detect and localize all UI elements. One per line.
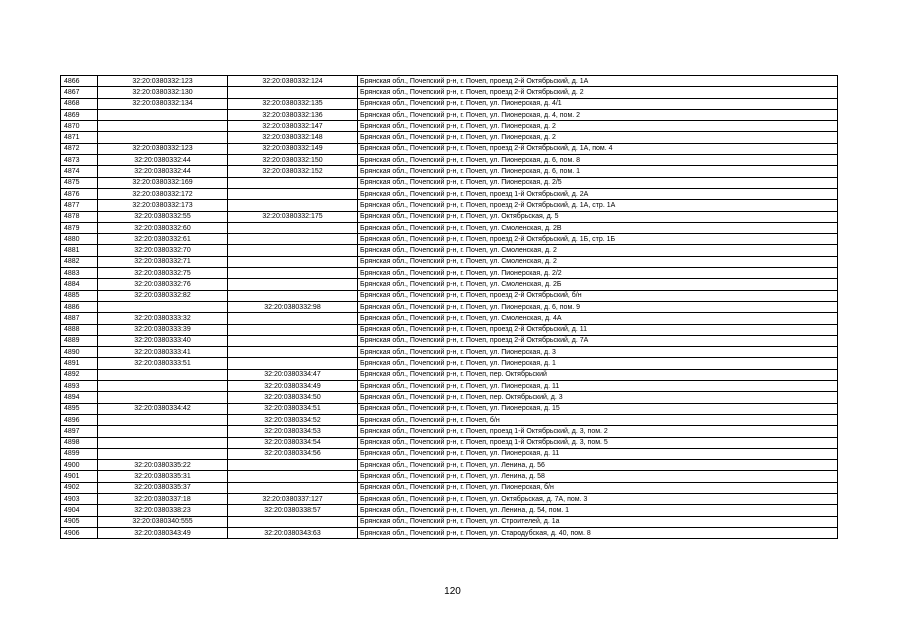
cadastral-number-cell: 32:20:0380343:49: [98, 527, 228, 538]
address-cell: Брянская обл., Почепский р-н, г. Почеп, ул. Пионерская, д. 6, пом. 9: [358, 301, 838, 312]
table-row: [61, 234, 838, 245]
row-number-cell: 4877: [61, 200, 98, 211]
object-cadastral-number-cell: 32:20:0380334:56: [228, 448, 358, 459]
table-row: [61, 358, 838, 369]
row-number-cell: 4892: [61, 369, 98, 380]
object-cadastral-number-cell: [228, 516, 358, 527]
address-cell: Брянская обл., Почепский р-н, г. Почеп, ул. Ленина, д. 58: [358, 471, 838, 482]
cadastral-number-cell: 32:20:0380332:60: [98, 222, 228, 233]
address-cell: Брянская обл., Почепский р-н, г. Почеп, б/н: [358, 414, 838, 425]
address-cell: Брянская обл., Почепский р-н, г. Почеп, проезд 2-й Октябрьский, д. 11: [358, 324, 838, 335]
row-number-cell: 4876: [61, 188, 98, 199]
row-number-cell: 4878: [61, 211, 98, 222]
address-cell: Брянская обл., Почепский р-н, г. Почеп, ул. Пионерская, д. 11: [358, 381, 838, 392]
object-cadastral-number-cell: [228, 324, 358, 335]
address-cell: Брянская обл., Почепский р-н, г. Почеп, ул. Октябрьская, д. 5: [358, 211, 838, 222]
page-number: 120: [444, 586, 461, 597]
row-number-cell: 4889: [61, 335, 98, 346]
address-cell: Брянская обл., Почепский р-н, г. Почеп, ул. Пионерская, д. 2: [358, 121, 838, 132]
address-cell: Брянская обл., Почепский р-н, г. Почеп, проезд 2-й Октябрьский, д. 1Б, стр. 1Б: [358, 234, 838, 245]
object-cadastral-number-cell: [228, 268, 358, 279]
table-row: [61, 121, 838, 132]
row-number-cell: 4896: [61, 414, 98, 425]
row-number-cell: 4891: [61, 358, 98, 369]
row-number-cell: 4895: [61, 403, 98, 414]
table-row: [61, 505, 838, 516]
object-cadastral-number-cell: 32:20:0380334:50: [228, 392, 358, 403]
table-row: [61, 109, 838, 120]
table-row: [61, 392, 838, 403]
cadastral-number-cell: 32:20:0380333:51: [98, 358, 228, 369]
object-cadastral-number-cell: 32:20:0380334:49: [228, 381, 358, 392]
address-cell: Брянская обл., Почепский р-н, г. Почеп, проезд 2-й Октябрьский, д. 1А: [358, 76, 838, 87]
object-cadastral-number-cell: 32:20:0380332:150: [228, 155, 358, 166]
address-cell: Брянская обл., Почепский р-н, г. Почеп, проезд 2-й Октябрьский, д. 7А: [358, 335, 838, 346]
table-row: [61, 143, 838, 154]
object-cadastral-number-cell: [228, 471, 358, 482]
table-row: [61, 448, 838, 459]
address-cell: Брянская обл., Почепский р-н, г. Почеп, ул. Ленина, д. 56: [358, 460, 838, 471]
cadastral-number-cell: [98, 109, 228, 120]
cadastral-number-cell: 32:20:0380332:173: [98, 200, 228, 211]
cadastral-number-cell: [98, 369, 228, 380]
address-cell: Брянская обл., Почепский р-н, г. Почеп, ул. Пионерская, д. 6, пом. 1: [358, 166, 838, 177]
address-cell: Брянская обл., Почепский р-н, г. Почеп, ул. Пионерская, д. 2/2: [358, 268, 838, 279]
object-cadastral-number-cell: 32:20:0380332:152: [228, 166, 358, 177]
row-number-cell: 4886: [61, 301, 98, 312]
object-cadastral-number-cell: 32:20:0380343:63: [228, 527, 358, 538]
table-row: [61, 403, 838, 414]
table-body: [61, 76, 838, 539]
table-row: [61, 482, 838, 493]
row-number-cell: 4868: [61, 98, 98, 109]
cadastral-number-cell: [98, 392, 228, 403]
object-cadastral-number-cell: [228, 335, 358, 346]
row-number-cell: 4900: [61, 460, 98, 471]
row-number-cell: 4890: [61, 347, 98, 358]
table-row: [61, 324, 838, 335]
object-cadastral-number-cell: 32:20:0380332:135: [228, 98, 358, 109]
address-cell: Брянская обл., Почепский р-н, г. Почеп, проезд 2-й Октябрьский, д. 1А, стр. 1А: [358, 200, 838, 211]
table-row: [61, 222, 838, 233]
object-cadastral-number-cell: [228, 290, 358, 301]
row-number-cell: 4866: [61, 76, 98, 87]
cadastral-number-cell: 32:20:0380333:39: [98, 324, 228, 335]
cadastral-number-cell: [98, 448, 228, 459]
row-number-cell: 4881: [61, 245, 98, 256]
address-cell: Брянская обл., Почепский р-н, г. Почеп, проезд 2-й Октябрьский, д. 1А, пом. 4: [358, 143, 838, 154]
cadastral-number-cell: 32:20:0380332:61: [98, 234, 228, 245]
row-number-cell: 4871: [61, 132, 98, 143]
object-cadastral-number-cell: [228, 460, 358, 471]
address-cell: Брянская обл., Почепский р-н, г. Почеп, проезд 1-й Октябрьский, д. 3, пом. 2: [358, 426, 838, 437]
cadastral-number-cell: 32:20:0380332:44: [98, 166, 228, 177]
address-cell: Брянская обл., Почепский р-н, г. Почеп, ул. Строителей, д. 1а: [358, 516, 838, 527]
table-row: [61, 177, 838, 188]
table-row: [61, 279, 838, 290]
row-number-cell: 4882: [61, 256, 98, 267]
address-cell: Брянская обл., Почепский р-н, г. Почеп, ул. Смоленская, д. 2: [358, 245, 838, 256]
address-cell: Брянская обл., Почепский р-н, г. Почеп, ул. Ленина, д. 54, пом. 1: [358, 505, 838, 516]
object-cadastral-number-cell: [228, 313, 358, 324]
cadastral-number-cell: 32:20:0380338:23: [98, 505, 228, 516]
address-cell: Брянская обл., Почепский р-н, г. Почеп, пер. Октябрьский: [358, 369, 838, 380]
object-cadastral-number-cell: [228, 256, 358, 267]
cadastral-number-cell: [98, 437, 228, 448]
table-row: [61, 256, 838, 267]
table-row: [61, 335, 838, 346]
address-cell: Брянская обл., Почепский р-н, г. Почеп, ул. Пионерская, д. 4, пом. 2: [358, 109, 838, 120]
row-number-cell: 4893: [61, 381, 98, 392]
address-cell: Брянская обл., Почепский р-н, г. Почеп, ул. Октябрьская, д. 7А, пом. 3: [358, 493, 838, 504]
row-number-cell: 4872: [61, 143, 98, 154]
object-cadastral-number-cell: 32:20:0380332:147: [228, 121, 358, 132]
address-cell: Брянская обл., Почепский р-н, г. Почеп, проезд 1-й Октябрьский, д. 2А: [358, 188, 838, 199]
object-cadastral-number-cell: [228, 87, 358, 98]
address-cell: Брянская обл., Почепский р-н, г. Почеп, пер. Октябрьский, д. 3: [358, 392, 838, 403]
object-cadastral-number-cell: [228, 358, 358, 369]
cadastral-number-cell: 32:20:0380332:75: [98, 268, 228, 279]
cadastral-number-cell: 32:20:0380332:169: [98, 177, 228, 188]
object-cadastral-number-cell: 32:20:0380332:175: [228, 211, 358, 222]
object-cadastral-number-cell: [228, 177, 358, 188]
object-cadastral-number-cell: [228, 482, 358, 493]
object-cadastral-number-cell: 32:20:0380334:53: [228, 426, 358, 437]
row-number-cell: 4902: [61, 482, 98, 493]
row-number-cell: 4870: [61, 121, 98, 132]
object-cadastral-number-cell: [228, 222, 358, 233]
cadastral-number-cell: 32:20:0380332:55: [98, 211, 228, 222]
row-number-cell: 4901: [61, 471, 98, 482]
cadastral-number-cell: 32:20:0380332:70: [98, 245, 228, 256]
address-cell: Брянская обл., Почепский р-н, г. Почеп, ул. Смоленская, д. 2Б: [358, 279, 838, 290]
cadastral-number-cell: [98, 301, 228, 312]
table-row: [61, 98, 838, 109]
row-number-cell: 4867: [61, 87, 98, 98]
object-cadastral-number-cell: 32:20:0380338:57: [228, 505, 358, 516]
cadastral-number-cell: 32:20:0380332:44: [98, 155, 228, 166]
row-number-cell: 4903: [61, 493, 98, 504]
row-number-cell: 4887: [61, 313, 98, 324]
cadastral-number-cell: 32:20:0380332:76: [98, 279, 228, 290]
table-row: [61, 369, 838, 380]
row-number-cell: 4873: [61, 155, 98, 166]
cadastral-number-cell: 32:20:0380335:37: [98, 482, 228, 493]
table-row: [61, 381, 838, 392]
object-cadastral-number-cell: [228, 347, 358, 358]
object-cadastral-number-cell: 32:20:0380334:52: [228, 414, 358, 425]
row-number-cell: 4869: [61, 109, 98, 120]
table-row: [61, 155, 838, 166]
row-number-cell: 4875: [61, 177, 98, 188]
cadastral-number-cell: 32:20:0380332:172: [98, 188, 228, 199]
cadastral-number-cell: [98, 121, 228, 132]
table-row: [61, 76, 838, 87]
address-cell: Брянская обл., Почепский р-н, г. Почеп, ул. Пионерская, д. 3: [358, 347, 838, 358]
object-cadastral-number-cell: 32:20:0380332:98: [228, 301, 358, 312]
row-number-cell: 4883: [61, 268, 98, 279]
object-cadastral-number-cell: 32:20:0380332:124: [228, 76, 358, 87]
row-number-cell: 4888: [61, 324, 98, 335]
row-number-cell: 4904: [61, 505, 98, 516]
table-row: [61, 437, 838, 448]
address-cell: Брянская обл., Почепский р-н, г. Почеп, ул. Пионерская, д. 15: [358, 403, 838, 414]
row-number-cell: 4885: [61, 290, 98, 301]
address-cell: Брянская обл., Почепский р-н, г. Почеп, проезд 1-й Октябрьский, д. 3, пом. 5: [358, 437, 838, 448]
cadastral-number-cell: [98, 381, 228, 392]
cadastral-number-cell: 32:20:0380333:40: [98, 335, 228, 346]
cadastral-number-cell: 32:20:0380332:134: [98, 98, 228, 109]
table-row: [61, 527, 838, 538]
table-row: [61, 493, 838, 504]
object-cadastral-number-cell: 32:20:0380332:148: [228, 132, 358, 143]
address-cell: Брянская обл., Почепский р-н, г. Почеп, ул. Пионерская, д. 11: [358, 448, 838, 459]
row-number-cell: 4894: [61, 392, 98, 403]
address-cell: Брянская обл., Почепский р-н, г. Почеп, проезд 2-й Октябрьский, д. 2: [358, 87, 838, 98]
table-row: [61, 347, 838, 358]
table-row: [61, 87, 838, 98]
row-number-cell: 4884: [61, 279, 98, 290]
row-number-cell: 4897: [61, 426, 98, 437]
address-cell: Брянская обл., Почепский р-н, г. Почеп, ул. Пионерская, д. 2/5: [358, 177, 838, 188]
cadastral-number-cell: 32:20:0380333:41: [98, 347, 228, 358]
object-cadastral-number-cell: [228, 200, 358, 211]
row-number-cell: 4879: [61, 222, 98, 233]
table-row: [61, 211, 838, 222]
cadastral-number-cell: 32:20:0380335:22: [98, 460, 228, 471]
row-number-cell: 4905: [61, 516, 98, 527]
cadastral-number-cell: 32:20:0380332:82: [98, 290, 228, 301]
object-cadastral-number-cell: 32:20:0380334:54: [228, 437, 358, 448]
row-number-cell: 4899: [61, 448, 98, 459]
object-cadastral-number-cell: 32:20:0380337:127: [228, 493, 358, 504]
row-number-cell: 4880: [61, 234, 98, 245]
address-cell: Брянская обл., Почепский р-н, г. Почеп, ул. Смоленская, д. 2В: [358, 222, 838, 233]
cadastral-table: [60, 75, 838, 539]
table-row: [61, 268, 838, 279]
address-cell: Брянская обл., Почепский р-н, г. Почеп, ул. Пионерская, д. 6, пом. 8: [358, 155, 838, 166]
cadastral-number-cell: 32:20:0380332:71: [98, 256, 228, 267]
address-cell: Брянская обл., Почепский р-н, г. Почеп, ул. Стародубская, д. 40, пом. 8: [358, 527, 838, 538]
table-row: [61, 414, 838, 425]
address-cell: Брянская обл., Почепский р-н, г. Почеп, проезд 2-й Октябрьский, б/н: [358, 290, 838, 301]
address-cell: Брянская обл., Почепский р-н, г. Почеп, ул. Пионерская, б/н: [358, 482, 838, 493]
object-cadastral-number-cell: [228, 279, 358, 290]
table-row: [61, 132, 838, 143]
object-cadastral-number-cell: [228, 245, 358, 256]
object-cadastral-number-cell: [228, 234, 358, 245]
row-number-cell: 4874: [61, 166, 98, 177]
object-cadastral-number-cell: 32:20:0380332:136: [228, 109, 358, 120]
table-row: [61, 460, 838, 471]
cadastral-number-cell: 32:20:0380340:555: [98, 516, 228, 527]
address-cell: Брянская обл., Почепский р-н, г. Почеп, ул. Пионерская, д. 4/1: [358, 98, 838, 109]
address-cell: Брянская обл., Почепский р-н, г. Почеп, ул. Смоленская, д. 4А: [358, 313, 838, 324]
table-row: [61, 426, 838, 437]
cadastral-number-cell: 32:20:0380334:42: [98, 403, 228, 414]
object-cadastral-number-cell: 32:20:0380334:51: [228, 403, 358, 414]
table-row: [61, 516, 838, 527]
cadastral-number-cell: [98, 414, 228, 425]
cadastral-number-cell: 32:20:0380337:18: [98, 493, 228, 504]
cadastral-number-cell: [98, 426, 228, 437]
cadastral-number-cell: [98, 132, 228, 143]
object-cadastral-number-cell: [228, 188, 358, 199]
cadastral-number-cell: 32:20:0380332:123: [98, 76, 228, 87]
table-row: [61, 188, 838, 199]
table-row: [61, 166, 838, 177]
object-cadastral-number-cell: 32:20:0380334:47: [228, 369, 358, 380]
table-row: [61, 200, 838, 211]
table-row: [61, 245, 838, 256]
address-cell: Брянская обл., Почепский р-н, г. Почеп, ул. Пионерская, д. 1: [358, 358, 838, 369]
table-row: [61, 290, 838, 301]
address-cell: Брянская обл., Почепский р-н, г. Почеп, ул. Пионерская, д. 2: [358, 132, 838, 143]
row-number-cell: 4906: [61, 527, 98, 538]
table-row: [61, 301, 838, 312]
cadastral-number-cell: 32:20:0380332:130: [98, 87, 228, 98]
cadastral-number-cell: 32:20:0380333:32: [98, 313, 228, 324]
table-row: [61, 313, 838, 324]
object-cadastral-number-cell: 32:20:0380332:149: [228, 143, 358, 154]
address-cell: Брянская обл., Почепский р-н, г. Почеп, ул. Смоленская, д. 2: [358, 256, 838, 267]
cadastral-number-cell: 32:20:0380335:31: [98, 471, 228, 482]
row-number-cell: 4898: [61, 437, 98, 448]
table-row: [61, 471, 838, 482]
cadastral-number-cell: 32:20:0380332:123: [98, 143, 228, 154]
